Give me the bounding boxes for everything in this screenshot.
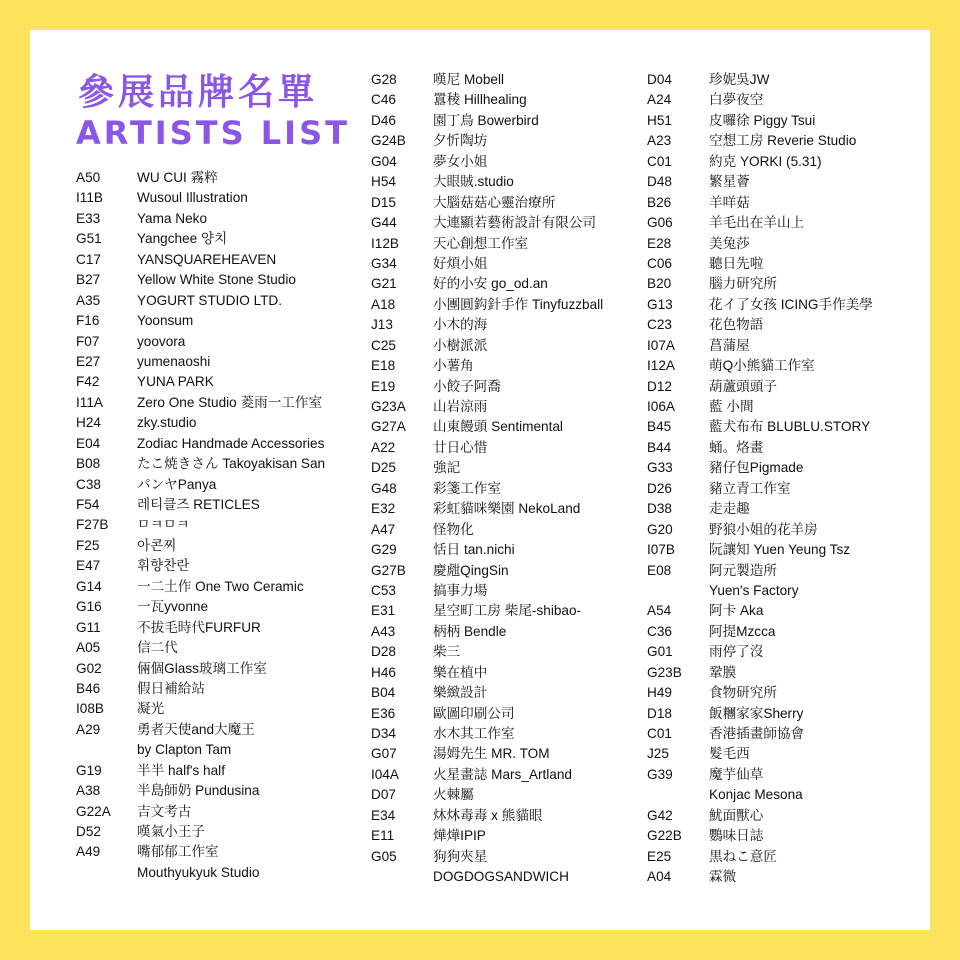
- artist-name: パンヤPanya: [137, 476, 217, 492]
- artist-name: 吉文考古: [137, 803, 192, 819]
- artist-name: 花イ了女孩 ICING手作美學: [709, 296, 873, 312]
- artist-name: 一瓦yvonne: [137, 599, 209, 615]
- artist-name: 小餃子阿喬: [433, 378, 501, 394]
- booth-code: D25: [371, 460, 396, 476]
- artist-name: 羊咩菇: [709, 194, 750, 210]
- booth-code: B26: [647, 194, 672, 210]
- artist-name: 湯姆先生 MR. TOM: [433, 746, 550, 762]
- artist-name: 怪物化: [433, 521, 474, 537]
- artist-name: YUNA PARK: [137, 374, 214, 390]
- artist-name: たこ焼きさん Takoyakisan San: [137, 456, 326, 472]
- artist-name: 蛹。烙畫: [709, 439, 764, 455]
- artist-name: 假日補給站: [137, 680, 205, 696]
- booth-code: C01: [647, 153, 672, 169]
- booth-code: F25: [76, 537, 100, 553]
- booth-code: A23: [647, 133, 672, 149]
- booth-code: C01: [647, 726, 672, 741]
- booth-code: D18: [647, 705, 672, 721]
- artist-name: 霖微: [709, 869, 737, 885]
- artist-name: 阮讓知 Yuen Yeung Tsz: [709, 542, 851, 558]
- booth-code: A47: [371, 521, 396, 537]
- booth-code: E34: [371, 807, 396, 823]
- booth-code: A05: [76, 640, 101, 656]
- booth-code: E33: [76, 210, 101, 226]
- artist-name: 樂緻設計: [433, 685, 488, 701]
- booth-code: A38: [76, 783, 101, 799]
- booth-code: D12: [647, 378, 672, 394]
- artist-name: 彩虹貓咪樂園 NekoLand: [433, 501, 581, 517]
- booth-code: E36: [371, 705, 396, 721]
- booth-code: B45: [647, 419, 672, 435]
- booth-code: A35: [76, 292, 101, 308]
- booth-code: B44: [647, 439, 672, 455]
- booth-code: A18: [371, 296, 396, 312]
- booth-code: G06: [647, 215, 673, 231]
- booth-code: E27: [76, 353, 101, 369]
- artist-name: yumenaoshi: [137, 353, 211, 369]
- booth-code: E08: [647, 562, 672, 578]
- booth-code: D28: [371, 644, 396, 660]
- artist-name: 菖蒲屋: [709, 337, 750, 353]
- booth-code: G42: [647, 807, 673, 823]
- booth-code: B08: [76, 456, 101, 472]
- booth-code: A22: [371, 439, 396, 455]
- booth-code: I06A: [647, 399, 675, 414]
- artist-name: 萌Q小熊貓工作室: [709, 358, 815, 374]
- booth-code: G02: [76, 660, 102, 676]
- artist-name: 彩箋工作室: [433, 480, 501, 496]
- booth-code: C36: [647, 623, 672, 639]
- artist-name: 好的小安 go_od.an: [433, 276, 548, 292]
- booth-code: G33: [647, 460, 673, 476]
- booth-code: C53: [371, 582, 396, 598]
- artist-name: 野狼小姐的花羊房: [709, 521, 818, 537]
- booth-code: G22A: [76, 803, 111, 819]
- artist-name: 阿卡 Aka: [709, 603, 764, 619]
- artist-name: 美兔莎: [709, 235, 750, 251]
- booth-code: C06: [647, 255, 672, 271]
- artist-name: 凝光: [137, 701, 165, 717]
- artist-name: DOGDOGSANDWICH: [433, 869, 569, 885]
- artist-name: 火棘屬: [433, 787, 474, 803]
- booth-code: I08B: [76, 701, 104, 717]
- artist-name: 花色物語: [709, 317, 764, 333]
- artist-name: 一二土作 One Two Ceramic: [137, 578, 304, 594]
- booth-code: I12A: [647, 358, 675, 374]
- booth-code: G14: [76, 578, 102, 594]
- booth-code: G27A: [371, 419, 406, 435]
- booth-code: C17: [76, 251, 101, 267]
- artist-name: 腦力研究所: [709, 276, 777, 292]
- artist-name: 水木其工作室: [433, 726, 515, 741]
- booth-code: G23B: [647, 664, 682, 680]
- booth-code: C25: [371, 337, 396, 353]
- artist-name: 羊毛出在羊山上: [709, 215, 805, 231]
- booth-code: I07A: [647, 337, 675, 353]
- artist-name: 半島師奶 Pundusina: [137, 783, 260, 799]
- booth-code: A24: [647, 92, 672, 108]
- booth-code: H49: [647, 685, 672, 701]
- artist-name: yoovora: [137, 333, 186, 349]
- artist-name: 魔芋仙草: [709, 766, 764, 782]
- page-title-chinese: 參展品牌名單: [78, 72, 319, 113]
- artist-name: Mouthyukyuk Studio: [137, 864, 260, 880]
- booth-code: E25: [647, 848, 672, 864]
- artist-name: 魷面獸心: [709, 807, 764, 823]
- booth-code: G16: [76, 599, 102, 615]
- artist-name: 豬立青工作室: [709, 480, 791, 496]
- booth-code: G22B: [647, 828, 682, 844]
- artist-name: 夢女小姐: [433, 153, 488, 169]
- artist-name: 聽日先啦: [709, 255, 764, 271]
- artist-name: 山東饅頭 Sentimental: [433, 419, 563, 435]
- artist-name: 香港插畫師協會: [709, 726, 805, 741]
- artist-name: 아콘찌: [137, 537, 177, 553]
- booth-code: G27B: [371, 562, 406, 578]
- booth-code: E28: [647, 235, 672, 251]
- booth-code: C46: [371, 92, 396, 108]
- artist-name: 大眼賊.studio: [433, 174, 514, 190]
- artist-name: 走走趣: [709, 501, 750, 517]
- booth-code: A04: [647, 869, 672, 885]
- artist-name: 好煩小姐: [433, 255, 488, 271]
- booth-code: D15: [371, 194, 396, 210]
- artist-name: 大腦菇菇心靈治療所: [433, 194, 556, 210]
- booth-code: G51: [76, 231, 102, 247]
- booth-code: A50: [76, 170, 101, 185]
- artist-name: 歐圖印刷公司: [433, 705, 515, 721]
- artist-name: Konjac Mesona: [709, 787, 803, 803]
- artist-name: 髮毛西: [709, 746, 750, 762]
- booth-code: D26: [647, 480, 672, 496]
- artist-name: 勇者天使and大魔王: [137, 721, 255, 737]
- booth-code: G13: [647, 296, 673, 312]
- artist-name: 火星畫誌 Mars_Artland: [433, 766, 572, 782]
- booth-code: J25: [647, 746, 669, 762]
- artist-name: 小木的海: [433, 317, 488, 333]
- booth-code: G48: [371, 480, 397, 496]
- artist-name: 廿日心惜: [433, 439, 488, 455]
- booth-code: H51: [647, 112, 672, 128]
- booth-code: I04A: [371, 766, 399, 782]
- booth-code: E11: [371, 828, 395, 844]
- artist-name: 狗狗夾星: [433, 848, 488, 864]
- artist-name: 嘴郁郁工作室: [137, 844, 219, 860]
- booth-code: F27B: [76, 517, 109, 533]
- artist-name: Yangchee 양치: [137, 231, 228, 247]
- booth-code: F54: [76, 497, 100, 512]
- booth-code: D04: [647, 72, 672, 87]
- artist-name: Zodiac Handmade Accessories: [137, 435, 325, 451]
- booth-code: E18: [371, 358, 396, 374]
- artist-name: WU CUI 霧粹: [137, 170, 218, 185]
- booth-code: I12B: [371, 235, 399, 251]
- booth-code: G11: [76, 619, 101, 635]
- artist-name: zky.studio: [137, 415, 197, 431]
- artist-name: 半半 half's half: [137, 762, 225, 778]
- booth-code: G07: [371, 746, 397, 762]
- booth-code: B04: [371, 685, 396, 701]
- artist-name: by Clapton Tam: [137, 742, 232, 758]
- booth-code: A49: [76, 844, 101, 860]
- booth-code: G44: [371, 215, 397, 231]
- booth-code: B20: [647, 276, 672, 292]
- artist-name: 黒ねこ意匠: [709, 848, 777, 864]
- artist-name: 繁星薈: [709, 174, 750, 190]
- artist-name: 夕忻陶坊: [433, 133, 488, 149]
- booth-code: D38: [647, 501, 672, 517]
- artist-name: 레티클즈 RETICLES: [137, 497, 260, 512]
- artist-name: 白夢夜空: [709, 92, 764, 108]
- booth-code: D52: [76, 824, 101, 839]
- booth-code: H54: [371, 174, 396, 190]
- artist-name: 藍犬布布 BLUBLU.STORY: [709, 419, 871, 435]
- artist-name: 倆個Glass玻璃工作室: [137, 660, 267, 676]
- artist-name: Yuen's Factory: [709, 582, 799, 598]
- artist-name: 阿元製造所: [709, 562, 777, 578]
- booth-code: G20: [647, 521, 673, 537]
- artist-name: 山岩涼雨: [433, 399, 488, 414]
- artist-name: 恬日 tan.nichi: [433, 542, 515, 558]
- booth-code: E32: [371, 501, 396, 517]
- booth-code: G21: [371, 276, 397, 292]
- booth-code: A54: [647, 603, 672, 619]
- artist-name: 天心創想工作室: [433, 235, 529, 251]
- artist-name: 大連顯若藝術設計有限公司: [433, 215, 597, 231]
- booth-code: D34: [371, 726, 396, 741]
- booth-code: B46: [76, 680, 101, 696]
- booth-code: G34: [371, 255, 397, 271]
- artist-name: 小團圓鈎針手作 Tinyfuzzball: [433, 296, 604, 312]
- artist-name: Zero One Studio 菱雨一工作室: [137, 394, 323, 410]
- artist-name: 嘆氣小王子: [137, 824, 205, 839]
- booth-code: I11B: [76, 190, 103, 206]
- booth-code: G28: [371, 72, 397, 87]
- artist-name: 星空町工房 柴尾-shibao-: [433, 603, 582, 619]
- booth-code: H46: [371, 664, 396, 680]
- artist-name: Yellow White Stone Studio: [137, 272, 296, 288]
- booth-code: A43: [371, 623, 396, 639]
- artist-name: 慶甝QingSin: [433, 562, 509, 578]
- booth-code: G29: [371, 542, 397, 558]
- booth-code: B27: [76, 272, 101, 288]
- artist-name: 小樹派派: [433, 337, 488, 353]
- booth-code: A29: [76, 721, 101, 737]
- artist-name: 柄柄 Bendle: [433, 623, 507, 639]
- artist-name: 阿提Mzcca: [709, 623, 776, 639]
- artist-name: 燁燁IPIP: [433, 828, 486, 844]
- booth-code: D48: [647, 174, 672, 190]
- booth-code: I07B: [647, 542, 675, 558]
- artist-name: Wusoul Illustration: [137, 190, 248, 206]
- artist-name: 飯糰家家Sherry: [709, 705, 804, 721]
- booth-code: E31: [371, 603, 396, 619]
- booth-code: G04: [371, 153, 397, 169]
- booth-code: E47: [76, 558, 101, 574]
- artist-name: 휘향찬란: [137, 558, 190, 574]
- artist-name: 皮囉徐 Piggy Tsui: [709, 112, 816, 128]
- booth-code: G01: [647, 644, 673, 660]
- booth-code: H24: [76, 415, 101, 431]
- booth-code: E04: [76, 435, 101, 451]
- artist-name: 囂稜 Hillhealing: [433, 92, 527, 108]
- artist-name: 嘆尼 Mobell: [433, 72, 505, 87]
- booth-code: F42: [76, 374, 100, 390]
- page-title-english: ARTISTS LIST: [76, 114, 350, 152]
- booth-code: I11A: [76, 394, 103, 410]
- artist-name: 藍 小間: [709, 399, 754, 414]
- artist-name: 柴三: [433, 644, 461, 660]
- booth-code: G23A: [371, 399, 406, 414]
- artist-name: 食物研究所: [709, 685, 777, 701]
- artist-name: ㅁㅋㅁㅋ: [137, 517, 190, 533]
- booth-code: F07: [76, 333, 100, 349]
- booth-code: C38: [76, 476, 101, 492]
- artist-name: YANSQUAREHEAVEN: [137, 251, 277, 267]
- booth-code: C23: [647, 317, 672, 333]
- booth-code: D07: [371, 787, 396, 803]
- booth-code: G05: [371, 848, 397, 864]
- artist-name: YOGURT STUDIO LTD.: [137, 292, 283, 308]
- booth-code: D46: [371, 112, 396, 128]
- booth-code: G39: [647, 766, 673, 782]
- artist-name: 信二代: [137, 640, 178, 656]
- booth-code: J13: [371, 317, 393, 333]
- artist-name: 雨停了沒: [709, 644, 764, 660]
- artist-name: 約克 YORKI (5.31): [709, 153, 822, 169]
- booth-code: F16: [76, 313, 100, 329]
- artist-name: 炑炑毒毒 x 熊貓眼: [433, 807, 543, 823]
- booth-code: G24B: [371, 133, 406, 149]
- artist-name: 豬仔包Pigmade: [709, 460, 804, 476]
- artist-name: 小薯角: [433, 358, 474, 374]
- artist-name: 鞏膜: [709, 664, 737, 680]
- artist-name: 強記: [433, 460, 461, 476]
- artist-name: 搞事力場: [433, 582, 488, 598]
- booth-code: E19: [371, 378, 396, 394]
- artist-name: 鸚味日誌: [709, 828, 764, 844]
- artist-name: 珍妮吳JW: [709, 72, 770, 87]
- artist-name: 葫蘆頭頭子: [709, 378, 777, 394]
- artist-name: 園丁鳥 Bowerbird: [433, 112, 539, 128]
- artist-name: Yoonsum: [137, 313, 194, 329]
- artist-name: 不拔毛時代FURFUR: [137, 619, 261, 635]
- booth-code: G19: [76, 762, 102, 778]
- artist-name: 空想工房 Reverie Studio: [709, 133, 857, 149]
- artist-name: 樂在植中: [433, 664, 488, 680]
- artist-name: Yama Neko: [137, 210, 208, 226]
